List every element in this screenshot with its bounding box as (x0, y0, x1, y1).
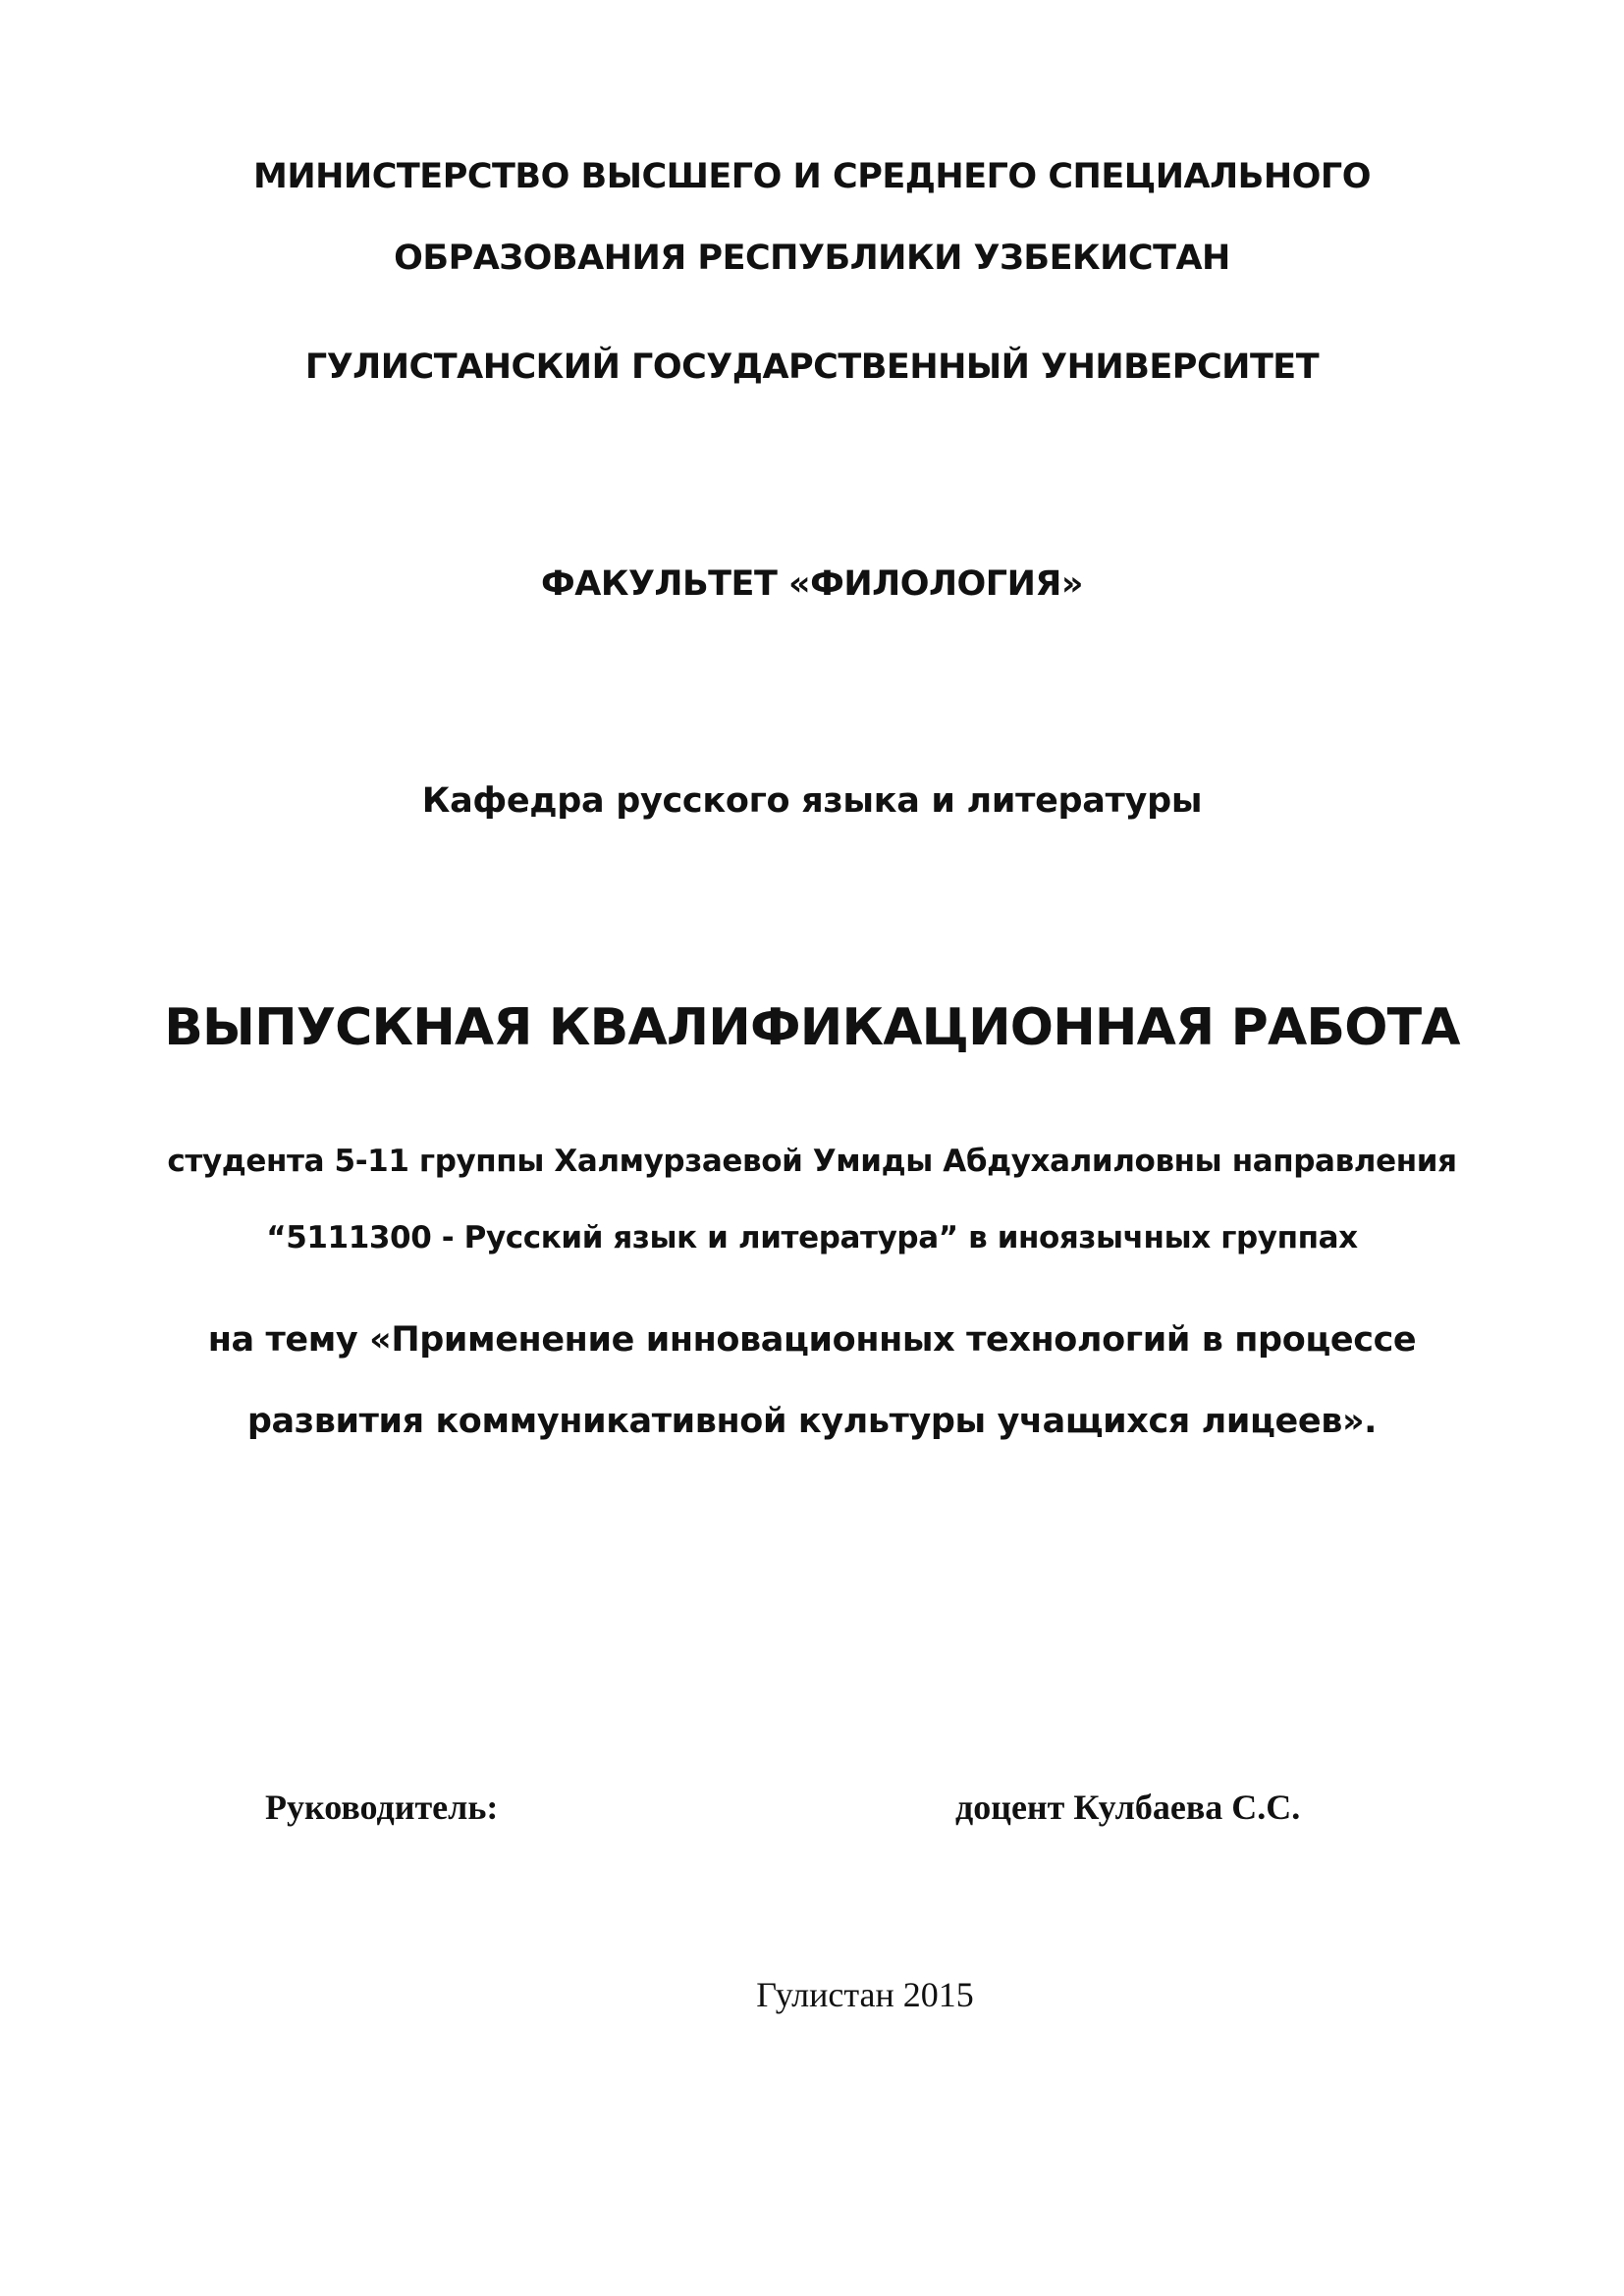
student-info-line-1: студента 5-11 группы Халмурзаевой Умиды Абдухалиловны направления (167, 1144, 1457, 1179)
topic-line-2: развития коммуникативной культуры учащихся лицеев». (246, 1402, 1378, 1441)
ministry-line-2: ОБРАЗОВАНИЯ РЕСПУБЛИКИ УЗБЕКИСТАН (394, 239, 1230, 278)
work-title: ВЫПУСКНАЯ КВАЛИФИКАЦИОННАЯ РАБОТА (164, 998, 1460, 1057)
ministry-line-1: МИНИСТЕРСТВО ВЫСШЕГО И СРЕДНЕГО СПЕЦИАЛЬНОГО (253, 157, 1371, 196)
supervisor-label: Руководитель: (265, 1788, 499, 1827)
student-info-line-2: “5111300 - Русский язык и литература” в иноязычных группах (266, 1220, 1358, 1255)
supervisor-name: доцент Кулбаева С.С. (955, 1788, 1301, 1827)
university-name: ГУЛИСТАНСКИЙ ГОСУДАРСТВЕННЫЙ УНИВЕРСИТЕТ (304, 347, 1320, 387)
city-year: Гулистан 2015 (756, 1975, 974, 2014)
department-name: Кафедра русского языка и литературы (421, 781, 1203, 821)
faculty-name: ФАКУЛЬТЕТ «ФИЛОЛОГИЯ» (541, 564, 1083, 604)
topic-line-1: на тему «Применение инновационных технологий в процессе (207, 1320, 1417, 1360)
